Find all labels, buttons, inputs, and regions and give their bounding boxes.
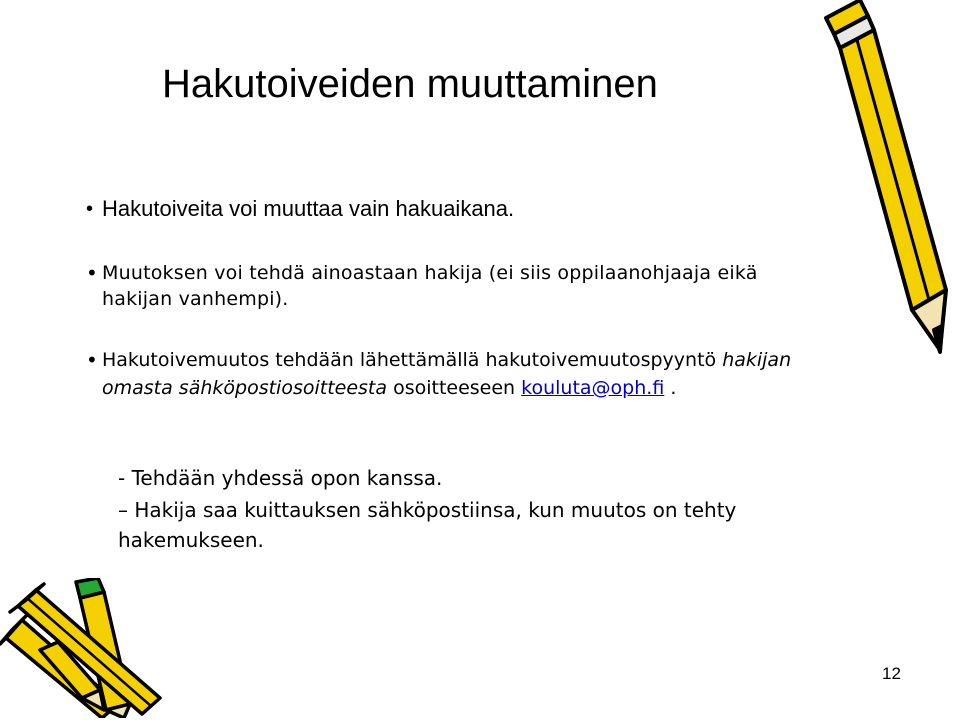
bullet-1 [86, 196, 826, 222]
bullet-3-italic: hakijan omasta sähköpostiosoitteesta [102, 349, 792, 399]
bullet-3-part2: osoitteeseen [387, 377, 522, 399]
bullet-3-part1: Hakutoivemuutos tehdään lähettämällä hakutoivemuutospyyntö [102, 349, 723, 371]
bullet-3 [86, 346, 846, 402]
slide-title: Hakutoiveiden muuttaminen [162, 62, 658, 106]
bullet-2-text: Muutoksen voi tehdä ainoastaan hakija (ei siis oppilaanohjaaja eikä hakijan vanhempi). [102, 262, 758, 310]
bullet-marker: • [86, 198, 94, 220]
bullet-2 [86, 260, 826, 312]
sub-item-2: – Hakija saa kuittauksen sähköpostiinsa, kun muutos on tehty hakemukseen. [118, 498, 737, 552]
bullet-3-text [102, 346, 846, 402]
email-link[interactable]: kouluta@oph.fi [521, 377, 665, 399]
bullet-marker: • [86, 348, 98, 372]
sub-item-1: - Tehdään yhdessä opon kanssa. [118, 466, 443, 490]
pencil-large-icon [808, 0, 958, 370]
bullet-marker: • [86, 261, 98, 285]
bullet-1-text: Hakutoiveita voi muuttaa vain hakuaikana. [102, 196, 515, 221]
page-number: 12 [882, 664, 901, 683]
bullet-3-part3: . [664, 377, 677, 399]
pencils-bundle-icon [0, 578, 180, 718]
